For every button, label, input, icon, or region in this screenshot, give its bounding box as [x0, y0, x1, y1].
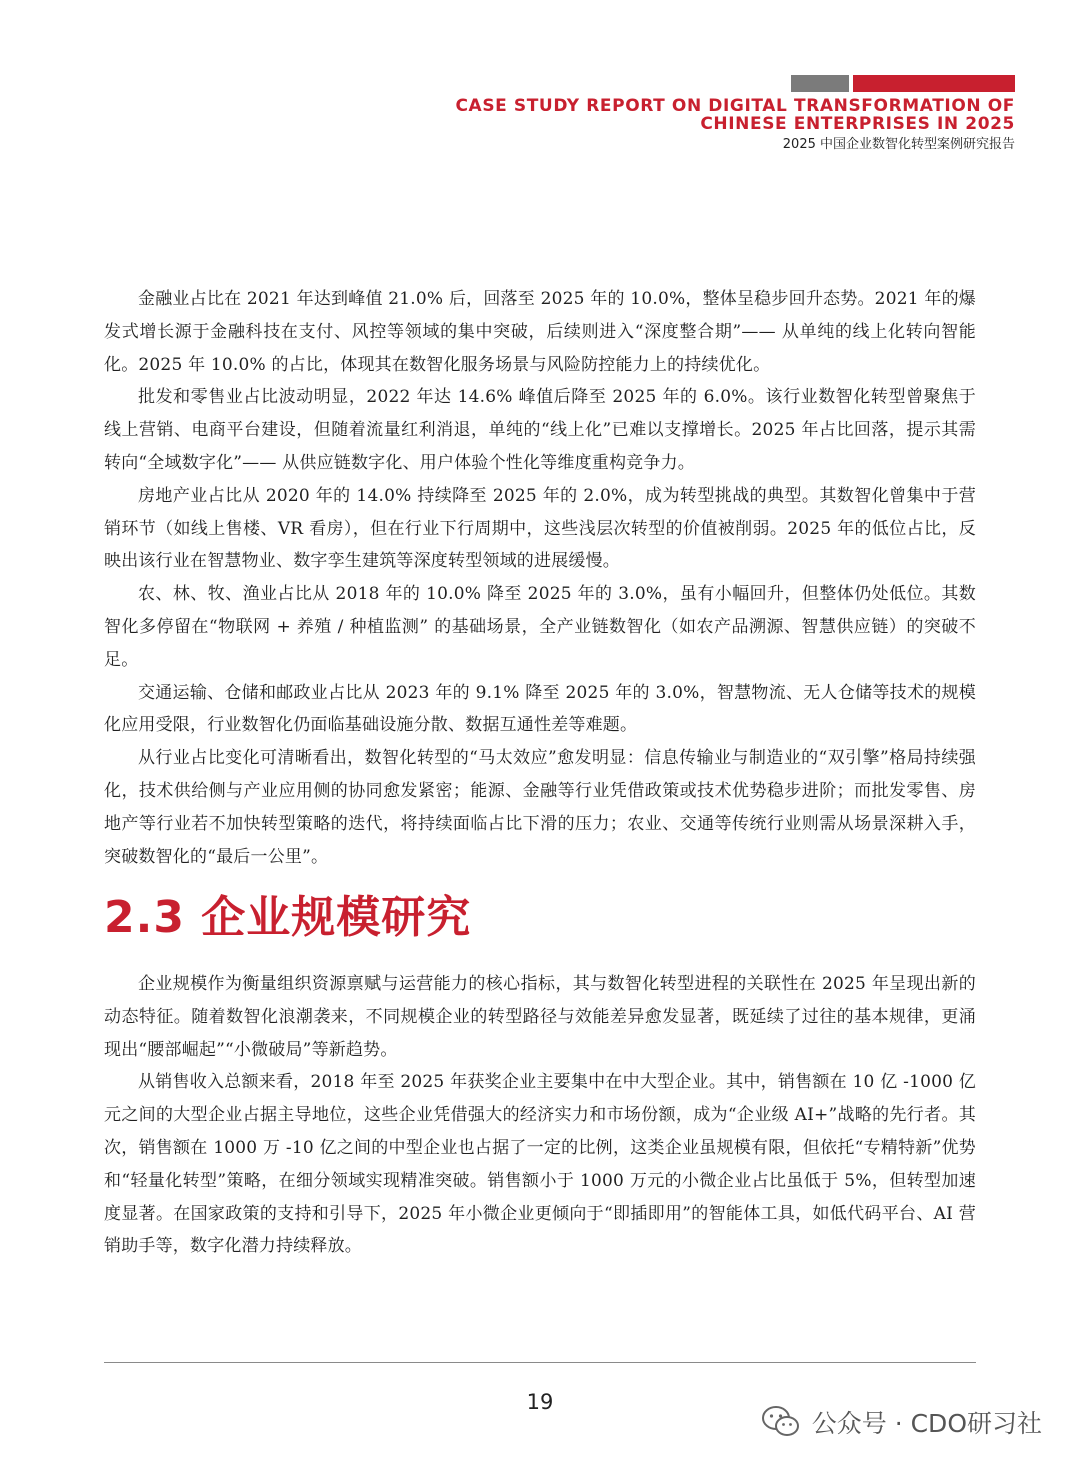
paragraph: 批发和零售业占比波动明显，2022 年达 14.6% 峰值后降至 2025 年的 6.0%。该行业数智化转型曾聚焦于线上营销、电商平台建设，但随着流量红利消退，单纯的“线上化”已难以支撑增长。2025 年占比回落，提示其需转向“全域数字化”—— 从供应链数字化、用户体验个性化等维度重构竞争力。 — [104, 387, 976, 473]
watermark-text: 公众号 · CDO研习社 — [811, 1409, 1042, 1438]
body-text-top — [104, 283, 976, 873]
header-title-en-line1: CASE STUDY REPORT ON DIGITAL TRANSFORMATION OF — [455, 96, 1015, 116]
header-bar-gray — [791, 75, 849, 92]
header-color-bars — [791, 75, 1015, 92]
paragraph: 房地产业占比从 2020 年的 14.0% 持续降至 2025 年的 2.0%，成为转型挑战的典型。其数智化曾集中于营销环节（如线上售楼、VR 看房），但在行业下行周期中，这些浅层次转型的价值被削弱。2025 年的低位占比，反映出该行业在智慧物业、数字孪生建筑等深度转型领域的进展缓慢。 — [104, 485, 976, 572]
header-title-cn: 2025 中国企业数智化转型案例研究报告 — [782, 137, 1015, 152]
section-title: 2.3 企业规模研究 — [104, 892, 472, 943]
paragraph: 企业规模作为衡量组织资源禀赋与运营能力的核心指标，其与数智化转型进程的关联性在 2025 年呈现出新的动态特征。随着数智化浪潮袭来，不同规模企业的转型路径与效能差异愈发显著，既延续了过往的基本规律，更涌现出“腰部崛起”“小微破局”等新趋势。 — [104, 974, 976, 1060]
header-title-en-line2: CHINESE ENTERPRISES IN 2025 — [700, 114, 1015, 134]
paragraph: 从销售收入总额来看，2018 年至 2025 年获奖企业主要集中在中大型企业。其中，销售额在 10 亿 -1000 亿元之间的大型企业占据主导地位，这些企业凭借强大的经济实力和市场份额，成为“企业级 AI+”战略的先行者。其次，销售额在 1000 万 -10 亿之间的中型企业也占据了一定的比例，这类企业虽规模有限，但依托“专精特新”优势和“轻量化转型”策略，在细分领域实现精准突破。销售额小于 1000 万元的小微企业占比虽低于 5%，但转型加速度显著。在国家政策的支持和引导下，2025 年小微企业更倾向于“即插即用”的智能体工具，如低代码平台、AI 营销助手等，数字化潜力持续释放。 — [104, 1072, 976, 1257]
body-text-bottom — [104, 968, 976, 1263]
watermark — [762, 1404, 1042, 1440]
paragraph: 从行业占比变化可清晰看出，数智化转型的“马太效应”愈发明显：信息传输业与制造业的“双引擎”格局持续强化，技术供给侧与产业应用侧的协同愈发紧密；能源、金融等行业凭借政策或技术优势稳步进阶；而批发零售、房地产等行业若不加快转型策略的迭代，将持续面临占比下滑的压力；农业、交通等传统行业则需从场景深耕入手，突破数智化的“最后一公里”。 — [104, 748, 976, 867]
header-bar-red — [853, 75, 1015, 92]
paragraph: 金融业占比在 2021 年达到峰值 21.0% 后，回落至 2025 年的 10.0%，整体呈稳步回升态势。2021 年的爆发式增长源于金融科技在支付、风控等领域的集中突破，后续则进入“深度整合期”—— 从单纯的线上化转向智能化。2025 年 10.0% 的占比，体现其在数智化服务场景与风险防控能力上的持续优化。 — [104, 289, 976, 375]
wechat-icon — [762, 1405, 800, 1439]
header-title-en — [455, 97, 1015, 133]
page-number: 19 — [526, 1390, 554, 1414]
paragraph: 农、林、牧、渔业占比从 2018 年的 10.0% 降至 2025 年的 3.0%，虽有小幅回升，但整体仍处低位。其数智化多停留在“物联网 + 养殖 / 种植监测” 的基础场景，全产业链数智化（如农产品溯源、智慧供应链）的突破不足。 — [104, 584, 976, 670]
footer-divider — [104, 1362, 976, 1363]
paragraph: 交通运输、仓储和邮政业占比从 2023 年的 9.1% 降至 2025 年的 3.0%，智慧物流、无人仓储等技术的规模化应用受限，行业数智化仍面临基础设施分散、数据互通性差等难题。 — [104, 682, 976, 736]
